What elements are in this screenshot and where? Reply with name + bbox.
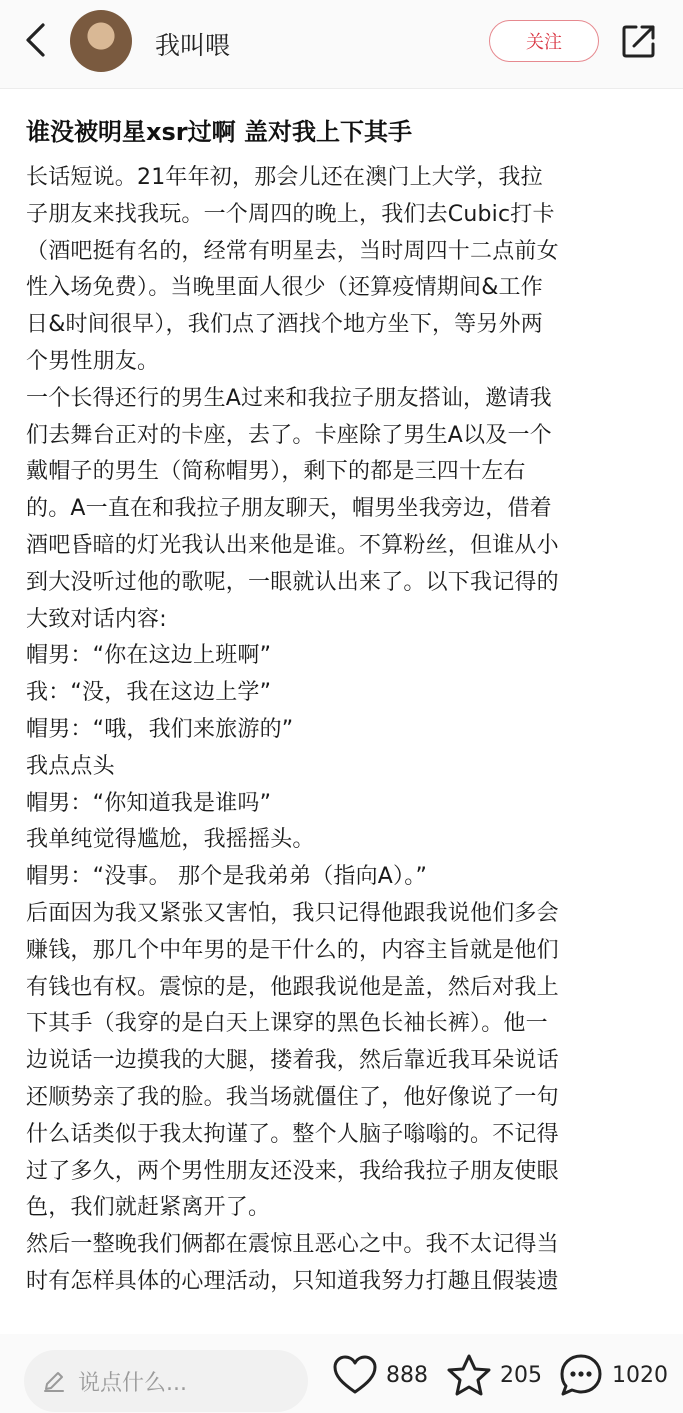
share-icon <box>620 22 658 60</box>
body-line: 子朋友来找我玩。一个周四的晚上，我们去Cubic打卡 <box>26 201 555 227</box>
body-line: 赚钱，那几个中年男的是干什么的，内容主旨就是他们 <box>26 937 559 963</box>
body-line: 戴帽子的男生（简称帽男），剩下的都是三四十左右 <box>26 459 526 485</box>
body-line: 后面因为我又紧张又害怕，我只记得他跟我说他们多会 <box>26 900 559 926</box>
body-line: 我单纯觉得尴尬，我摇摇头。 <box>26 827 315 853</box>
comment-count: 1020 <box>612 1362 668 1388</box>
body-line: 什么话类似于我太拘谨了。整个人脑子嗡嗡的。不记得 <box>26 1121 559 1147</box>
comment-placeholder: 说点什么... <box>78 1370 187 1396</box>
body-line: 时有怎样具体的心理活动，只知道我努力打趣且假装遗 <box>26 1268 559 1294</box>
body-line: 帽男：“没事。 那个是我弟弟（指向A）。” <box>26 864 428 890</box>
body-line: 到大没听过他的歌呢，一眼就认出来了。以下我记得的 <box>26 569 559 595</box>
chevron-left-icon <box>23 22 49 58</box>
star-icon <box>446 1353 492 1397</box>
like-count: 888 <box>386 1362 428 1388</box>
heart-icon <box>332 1354 378 1396</box>
body-line: 有钱也有权。震惊的是，他跟我说他是盖，然后对我上 <box>26 974 559 1000</box>
post-title: 谁没被明星xsr过啊 盖对我上下其手 <box>26 118 412 146</box>
body-line: 然后一整晚我们俩都在震惊且恶心之中。我不太记得当 <box>26 1232 559 1258</box>
body-line: 还顺势亲了我的脸。我当场就僵住了，他好像说了一句 <box>26 1084 559 1110</box>
body-line: 色，我们就赶紧离开了。 <box>26 1195 271 1221</box>
body-line: 帽男：“你知道我是谁吗” <box>26 790 272 816</box>
comment-input[interactable] <box>24 1350 308 1412</box>
body-line: 下其手（我穿的是白天上课穿的黑色长袖长裤）。他一 <box>26 1011 548 1037</box>
body-line: 帽男：“哦，我们来旅游的” <box>26 716 294 742</box>
pencil-icon <box>42 1369 66 1393</box>
body-line: 大致对话内容: <box>26 606 167 632</box>
body-line: 的。A一直在和我拉子朋友聊天，帽男坐我旁边，借着 <box>26 496 552 522</box>
post-body <box>26 160 662 1301</box>
share-button[interactable] <box>620 22 658 60</box>
author-name[interactable]: 我叫喂 <box>155 31 231 60</box>
body-line: （酒吧挺有名的，经常有明星去，当时周四十二点前女 <box>26 238 559 264</box>
bottom-action-bar <box>0 1334 683 1413</box>
like-button[interactable] <box>332 1348 428 1402</box>
favorite-button[interactable] <box>446 1348 542 1402</box>
top-nav-bar <box>0 0 683 89</box>
body-line: 日&时间很早），我们点了酒找个地方坐下，等另外两 <box>26 312 543 338</box>
body-line: 性入场免费）。当晚里面人很少（还算疫情期间&工作 <box>26 275 543 301</box>
body-line: 长话短说。21年年初，那会儿还在澳门上大学，我拉 <box>26 165 543 190</box>
body-line: 个男性朋友。 <box>26 348 160 374</box>
comment-bubble-icon <box>558 1352 604 1398</box>
body-line: 我点点头 <box>26 753 115 779</box>
body-line: 酒吧昏暗的灯光我认出来他是谁。不算粉丝，但谁从小 <box>26 532 559 558</box>
follow-button[interactable]: 关注 <box>489 20 599 62</box>
post-content <box>26 112 662 1334</box>
favorite-count: 205 <box>500 1362 542 1388</box>
comments-button[interactable] <box>558 1348 668 1402</box>
body-line: 一个长得还行的男生A过来和我拉子朋友搭讪，邀请我 <box>26 385 552 411</box>
body-line: 我：“没，我在这边上学” <box>26 680 272 706</box>
body-line: 们去舞台正对的卡座，去了。卡座除了男生A以及一个 <box>26 422 552 448</box>
body-line: 帽男：“你在这边上班啊” <box>26 643 272 669</box>
body-line: 过了多久，两个男性朋友还没来，我给我拉子朋友使眼 <box>26 1158 559 1184</box>
body-line: 边说话一边摸我的大腿，搂着我，然后靠近我耳朵说话 <box>26 1048 559 1074</box>
avatar[interactable] <box>70 10 132 72</box>
back-button[interactable] <box>16 20 56 60</box>
